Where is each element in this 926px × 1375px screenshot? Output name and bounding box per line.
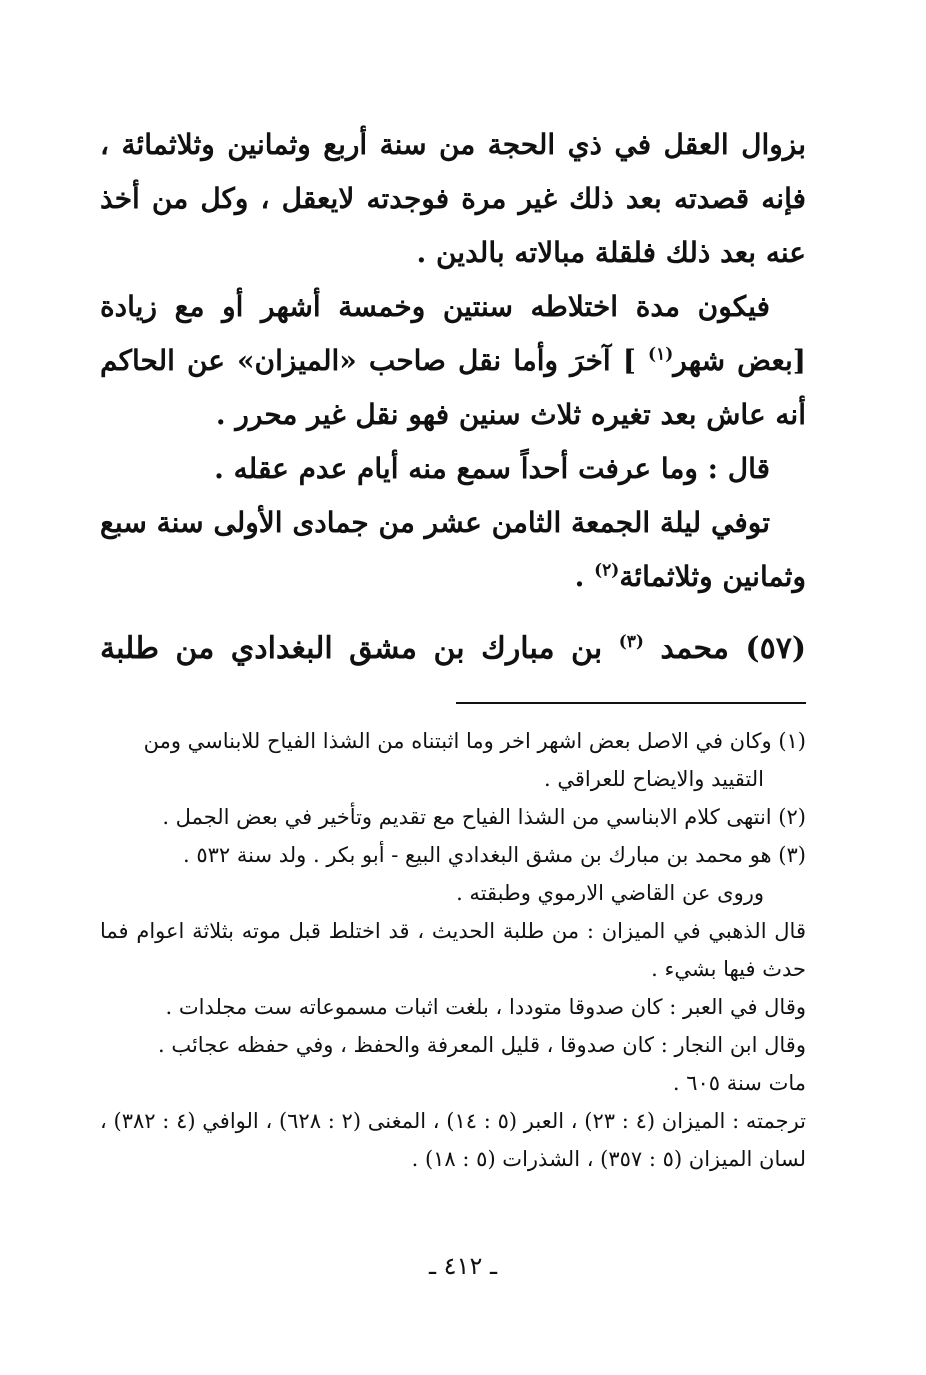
footnote-ref-3[interactable]: (٣) — [618, 632, 644, 652]
paragraph-2-part-b: ] آخرَ وأما نقل صاحب «الميزان» عن الحاكم أنه عاش بعد تغيره ثلاث سنين فهو نقل غير محرر . — [100, 344, 806, 431]
paragraph-4-part-b: . — [574, 560, 595, 593]
paragraph-2 — [100, 280, 806, 442]
footnote-ref-1[interactable]: (١) — [648, 344, 674, 365]
entry-heading-part-a: (٥٧) محمد — [660, 631, 807, 666]
footnote-ref-2[interactable]: (٢) — [594, 560, 620, 581]
paragraph-4 — [100, 496, 806, 604]
page-number: ـ ٤١٢ ـ — [428, 1252, 497, 1280]
entry-heading — [100, 622, 806, 676]
paragraph-3: قال : وما عرفت أحداً سمع منه أيام عدم عقله . — [214, 452, 770, 485]
footnote-3-dhahabi: قال الذهبي في الميزان : من طلبة الحديث ، قد اختلط قبل موته بثلاثة اعوام فما حدث فيها بشيء . — [100, 919, 806, 981]
footnote-3-ibar: وقال في العبر : كان صدوقا متوددا ، بلغت اثبات مسموعاته ست مجلدات . — [165, 995, 806, 1019]
footnote-3-narration: وروى عن القاضي الارموي وطبقته . — [456, 881, 764, 905]
footnote-1-line-2: التقييد والايضاح للعراقي . — [544, 767, 764, 791]
paragraph-4-part-a: توفي ليلة الجمعة الثامن عشر من جمادى الأولى سنة سبع وثمانين وثلاثمائة — [100, 506, 806, 593]
page-body — [100, 118, 806, 1178]
footnote-3-ibn-najjar: وقال ابن النجار : كان صدوقا ، قليل المعرفة والحفظ ، وفي حفظه عجائب . — [157, 1033, 806, 1057]
main-text — [100, 118, 806, 604]
paragraph-1: بزوال العقل في ذي الحجة من سنة أربع وثمانين وثلاثمائة ، فإنه قصدته بعد ذلك غير مرة فوجدته لايعقل ، وكل من أخذ عنه بعد ذلك فلقلة مبالاته بالدين . — [100, 128, 806, 269]
footnote-1-line-1: (١) وكان في الاصل بعض اشهر اخر وما اثبتناه من الشذا الفياح للابناسي ومن — [143, 729, 806, 753]
paragraph-2-part-a: فيكون مدة اختلاطه سنتين وخمسة أشهر أو مع زيادة [بعض شهر — [100, 290, 806, 377]
footnote-3: (٣) هو محمد بن مبارك بن مشق البغدادي البيع - أبو بكر . ولد سنة ٥٣٢ . — [182, 843, 806, 867]
footnote-3-death: مات سنة ٦٠٥ . — [672, 1071, 806, 1095]
entry-heading-part-b: بن مبارك بن مشق البغدادي من طلبة — [100, 631, 619, 666]
footnote-2: (٢) انتهى كلام الابناسي من الشذا الفياح مع تقديم وتأخير في بعض الجمل . — [162, 805, 806, 829]
footnote-divider — [456, 702, 806, 704]
footnotes — [100, 722, 806, 1178]
footnote-3-sources: ترجمته : الميزان (٤ : ٢٣) ، العبر (٥ : ١٤) ، المغنى (٢ : ٦٢٨) ، الوافي (٤ : ٣٨٢) ، لسان الميزان (٥ : ٣٥٧) ، الشذرات (٥ : ١٨) . — [100, 1109, 807, 1171]
